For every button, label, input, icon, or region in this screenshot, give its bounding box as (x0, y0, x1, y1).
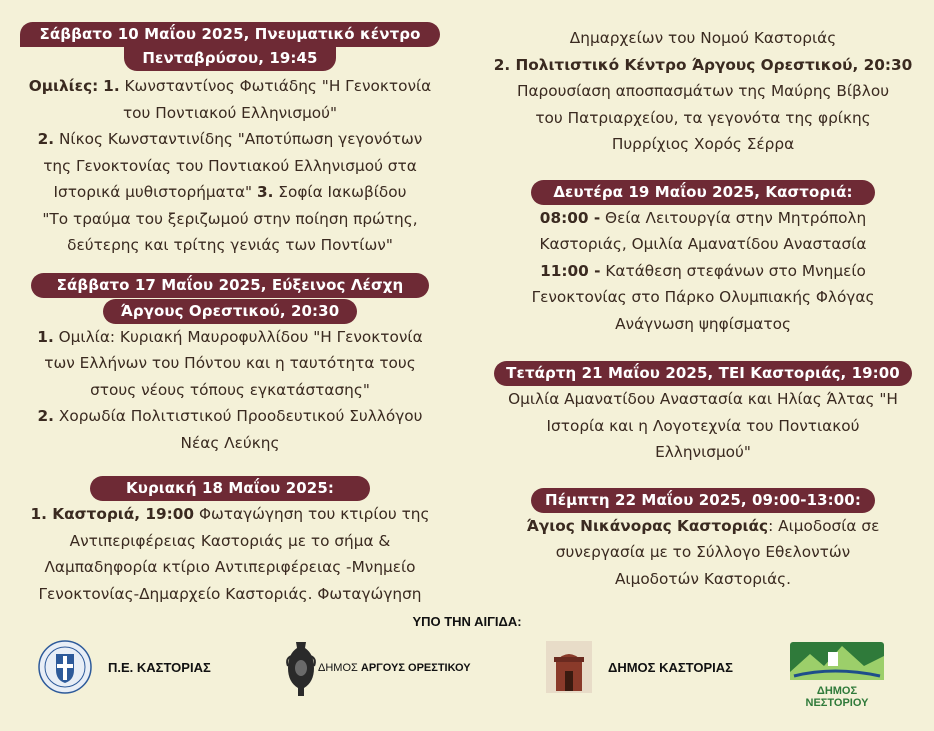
event-1-date-pill (20, 22, 441, 47)
event-3-date-pill: Κυριακή 18 Μαΐου 2025: (90, 476, 370, 501)
left-column (6, 0, 454, 607)
argos-logo (284, 638, 318, 700)
event-5-line-1: Ομιλία Αμανατίδου Αναστασία και Ηλίας Άλτας "Η (508, 390, 898, 408)
event-4-line-1: 08:00 - Θεία Λειτουργία στην Μητρόπολη (539, 208, 867, 227)
event-1-date-line-1: Σάββατο 10 Μαΐου 2025, Πνευματικό κέντρο (39, 25, 421, 43)
event-1-line-2: του Ποντιακού Ελληνισμού" (122, 103, 338, 122)
event-1-line-1: Ομιλίες: 1. Κωνσταντίνος Φωτιάδης "Η Γενοκτονία (28, 77, 432, 95)
event-2-date-line-1: Σάββατο 17 Μαΐου 2025, Εύξεινος Λέσχη (56, 275, 404, 294)
event-6-line-3: Αιμοδοτών Καστοριάς. (614, 569, 792, 588)
event-5-date-pill: Τετάρτη 21 Μαΐου 2025, ΤΕΙ Καστοριάς, 19:00 (494, 361, 912, 386)
event-3-item-2-line-2: του Πατριαρχείου, τα γεγονότα της φρίκης (535, 108, 871, 127)
event-2-line-4: 2. Χορωδία Πολιτιστικού Προοδευτικού Συλλόγου (37, 407, 423, 425)
event-3-continued-line: Δημαρχείων του Νομού Καστοριάς (569, 29, 837, 47)
event-3-line-3: Λαμπαδηφορία κτίριο Αντιπεριφέρειας -Μνημείο (44, 558, 416, 576)
amphora-icon (284, 638, 318, 700)
event-1-venue-pill (124, 46, 335, 71)
event-1-line-6: "Το τραύμα του ξεριζωμού στην ποίηση πρώτης, (42, 209, 418, 228)
event-1-line-4: της Γενοκτονίας του Ποντιακού Ελληνισμού στα (43, 156, 417, 175)
castle-icon (546, 641, 592, 693)
event-2-line-1: 1. Ομιλία: Κυριακή Μαυροφυλλίδου "Η Γενοκτονία (37, 327, 423, 346)
greek-emblem-icon (38, 640, 92, 694)
event-6-line-2: συνεργασία με το Σύλλογο Εθελοντών (555, 543, 851, 561)
dimos-kastorias-label: ΔΗΜΟΣ ΚΑΣΤΟΡΙΑΣ (608, 660, 733, 675)
event-6-line-1: Άγιος Νικάνορας Καστοριάς: Αιμοδοσία σε (526, 516, 880, 535)
speeches-label: Ομιλίες: (28, 77, 99, 95)
event-2-date-line-2: Άργους Ορεστικού, 20:30 (120, 301, 340, 320)
event-1-line-5: Ιστορικά μυθιστορήματα" 3. Σοφία Ιακωβίδου (53, 183, 407, 201)
pe-kastorias-label: Π.Ε. ΚΑΣΤΟΡΙΑΣ (108, 660, 211, 675)
right-column (488, 0, 918, 592)
event-5-line-3: Ελληνισμού" (655, 443, 751, 461)
event-1-date-line-2: Πενταβρύσου, 19:45 (142, 49, 318, 67)
event-6-date-pill: Πέμπτη 22 Μαΐου 2025, 09:00-13:00: (531, 488, 875, 513)
event-2-date-pill (31, 273, 430, 298)
event-5-line-2: Ιστορία και η Λογοτεχνία του Ποντιακού (546, 416, 860, 435)
event-2-line-3: στους νέους τόπους εγκατάστασης" (90, 380, 370, 399)
event-1-line-3: 2. Νίκος Κωνσταντινίδης "Αποτύπωση γεγονότων (37, 130, 423, 148)
event-3-line-4: Γενοκτονίας-Δημαρχείο Καστοριάς. Φωταγώγηση (38, 584, 422, 603)
event-3-line-1: 1. Καστοριά, 19:00 Φωταγώγηση του κτιρίου της (30, 505, 430, 523)
kastoria-logo (546, 641, 592, 693)
event-3-line-2: Αντιπεριφέρειας Καστοριάς με το σήμα & (69, 531, 391, 550)
event-4-date-pill: Δευτέρα 19 Μαΐου 2025, Καστοριά: (531, 180, 874, 205)
dimos-nestoriou-label: ΔΗΜΟΣ ΝΕΣΤΟΡΙΟΥ (805, 685, 869, 709)
event-1-line-7: δεύτερης και τρίτης γενιάς των Ποντίων" (67, 236, 393, 254)
event-3-item-2-line-1: Παρουσίαση αποσπασμάτων της Μαύρης Βίβλου (516, 82, 890, 100)
greek-emblem-logo (38, 640, 92, 694)
event-2-line-2: των Ελλήνων του Πόντου και η ταυτότητα τους (44, 354, 416, 372)
event-4-line-5: Ανάγνωση ψηφίσματος (615, 314, 791, 333)
event-4-line-2: Καστοριάς, Ομιλία Αμανατίδου Αναστασία (539, 235, 867, 253)
event-4-line-3: 11:00 - Κατάθεση στεφάνων στο Μνημείο (540, 261, 866, 280)
event-2-venue-pill (103, 299, 357, 324)
patronage-title: ΥΠΟ ΤΗΝ ΑΙΓΙΔΑ: (412, 614, 522, 629)
argos-label: ΔΗΜΟΣ ΑΡΓΟΥΣ ΟΡΕΣΤΙΚΟΥ (318, 662, 471, 674)
event-3-item-2-line-3: Πυρρίχιος Χορός Σέρρα (611, 135, 795, 153)
event-3-item-2: 2. Πολιτιστικό Κέντρο Άργους Ορεστικού, 20:30 (493, 55, 913, 74)
event-2-line-5: Νέας Λεύκης (180, 433, 280, 452)
nestorio-logo (788, 640, 886, 709)
event-4-line-4: Γενοκτονίας στο Πάρκο Ολυμπιακής Φλόγας (531, 288, 875, 306)
mountain-icon (788, 640, 886, 682)
